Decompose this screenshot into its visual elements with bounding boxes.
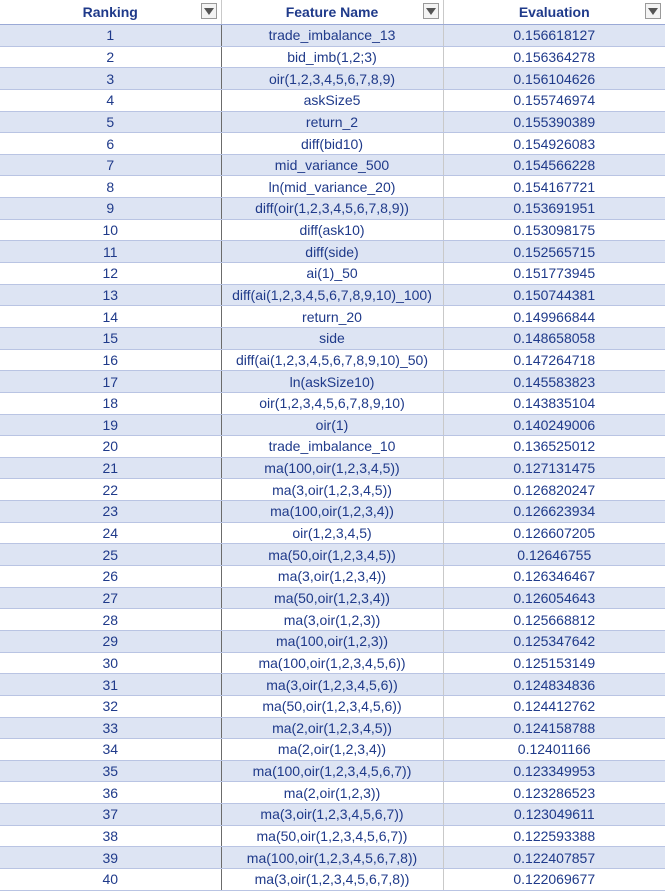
table-body <box>0 25 665 891</box>
feature-name-cell[interactable]: ma(2,oir(1,2,3)) <box>221 782 443 804</box>
feature-name-cell[interactable]: diff(ask10) <box>221 219 443 241</box>
evaluation-cell[interactable]: 0.145583823 <box>443 371 665 393</box>
table-row <box>0 825 665 847</box>
table-row <box>0 414 665 436</box>
evaluation-cell[interactable]: 0.154566228 <box>443 154 665 176</box>
table-row <box>0 154 665 176</box>
feature-name-cell[interactable]: bid_imb(1,2;3) <box>221 46 443 68</box>
feature-name-cell[interactable]: ma(50,oir(1,2,3,4,5)) <box>221 544 443 566</box>
feature-name-cell[interactable]: oir(1,2,3,4,5,6,7,8,9) <box>221 68 443 90</box>
ranking-cell[interactable]: 11 <box>0 241 221 263</box>
ranking-cell[interactable]: 22 <box>0 479 221 501</box>
feature-name-header-label: Feature Name <box>285 4 379 20</box>
feature-name-cell[interactable]: ma(100,oir(1,2,3,4,5,6,7,8)) <box>221 847 443 869</box>
table-row <box>0 89 665 111</box>
table-row <box>0 111 665 133</box>
table-row <box>0 587 665 609</box>
feature-name-cell[interactable]: diff(oir(1,2,3,4,5,6,7,8,9)) <box>221 198 443 220</box>
feature-name-cell[interactable]: return_2 <box>221 111 443 133</box>
ranking-cell[interactable]: 4 <box>0 89 221 111</box>
header-row <box>0 0 665 25</box>
evaluation-header <box>443 0 665 25</box>
ranking-cell[interactable]: 16 <box>0 349 221 371</box>
feature-name-cell[interactable]: ma(3,oir(1,2,3,4)) <box>221 566 443 588</box>
feature-name-filter-button[interactable] <box>423 3 439 19</box>
table-row <box>0 392 665 414</box>
feature-name-cell[interactable]: ma(3,oir(1,2,3,4,5,6,7,8)) <box>221 868 443 890</box>
table-row <box>0 804 665 826</box>
ranking-cell[interactable]: 39 <box>0 847 221 869</box>
ranking-cell[interactable]: 33 <box>0 717 221 739</box>
table-row <box>0 609 665 631</box>
feature-name-cell[interactable]: oir(1) <box>221 414 443 436</box>
table-row <box>0 436 665 458</box>
table-row <box>0 25 665 47</box>
evaluation-cell[interactable]: 0.155390389 <box>443 111 665 133</box>
ranking-cell[interactable]: 32 <box>0 695 221 717</box>
ranking-cell[interactable]: 13 <box>0 284 221 306</box>
feature-name-cell[interactable]: diff(ai(1,2,3,4,5,6,7,8,9,10)_50) <box>221 349 443 371</box>
ranking-cell[interactable]: 6 <box>0 133 221 155</box>
dropdown-arrow-icon <box>204 8 214 15</box>
feature-name-cell[interactable]: ma(100,oir(1,2,3,4,5,6)) <box>221 652 443 674</box>
table-row <box>0 46 665 68</box>
evaluation-cell[interactable]: 0.140249006 <box>443 414 665 436</box>
feature-name-cell[interactable]: trade_imbalance_13 <box>221 25 443 47</box>
ranking-cell[interactable]: 34 <box>0 739 221 761</box>
ranking-cell[interactable]: 19 <box>0 414 221 436</box>
evaluation-cell[interactable]: 0.123049611 <box>443 804 665 826</box>
evaluation-cell[interactable]: 0.124834836 <box>443 674 665 696</box>
evaluation-filter-button[interactable] <box>645 3 661 19</box>
feature-name-cell[interactable]: ma(100,oir(1,2,3,4,5)) <box>221 457 443 479</box>
ranking-cell[interactable]: 26 <box>0 566 221 588</box>
evaluation-cell[interactable]: 0.127131475 <box>443 457 665 479</box>
feature-name-cell[interactable]: trade_imbalance_10 <box>221 436 443 458</box>
table-row <box>0 176 665 198</box>
evaluation-cell[interactable]: 0.125668812 <box>443 609 665 631</box>
table-row <box>0 263 665 285</box>
evaluation-cell[interactable]: 0.126054643 <box>443 587 665 609</box>
table-row <box>0 241 665 263</box>
evaluation-cell[interactable]: 0.156104626 <box>443 68 665 90</box>
feature-name-cell[interactable]: ma(50,oir(1,2,3,4,5,6,7)) <box>221 825 443 847</box>
evaluation-cell[interactable]: 0.153691951 <box>443 198 665 220</box>
evaluation-cell[interactable]: 0.154167721 <box>443 176 665 198</box>
ranking-cell[interactable]: 29 <box>0 630 221 652</box>
ranking-cell[interactable]: 27 <box>0 587 221 609</box>
ranking-cell[interactable]: 20 <box>0 436 221 458</box>
feature-name-cell[interactable]: return_20 <box>221 306 443 328</box>
feature-name-cell[interactable]: askSize5 <box>221 89 443 111</box>
evaluation-cell[interactable]: 0.123349953 <box>443 760 665 782</box>
ranking-cell[interactable]: 25 <box>0 544 221 566</box>
evaluation-cell[interactable]: 0.124412762 <box>443 695 665 717</box>
table-row <box>0 566 665 588</box>
ranking-cell[interactable]: 1 <box>0 25 221 47</box>
ranking-cell[interactable]: 9 <box>0 198 221 220</box>
table-row <box>0 717 665 739</box>
ranking-cell[interactable]: 15 <box>0 327 221 349</box>
table-row <box>0 284 665 306</box>
feature-name-cell[interactable]: oir(1,2,3,4,5,6,7,8,9,10) <box>221 392 443 414</box>
feature-name-cell[interactable]: mid_variance_500 <box>221 154 443 176</box>
feature-name-cell[interactable]: side <box>221 327 443 349</box>
feature-name-cell[interactable]: ln(mid_variance_20) <box>221 176 443 198</box>
evaluation-cell[interactable]: 0.151773945 <box>443 263 665 285</box>
evaluation-cell[interactable]: 0.126623934 <box>443 501 665 523</box>
ranking-cell[interactable]: 7 <box>0 154 221 176</box>
evaluation-cell[interactable]: 0.126820247 <box>443 479 665 501</box>
table-row <box>0 695 665 717</box>
ranking-cell[interactable]: 5 <box>0 111 221 133</box>
evaluation-cell[interactable]: 0.122407857 <box>443 847 665 869</box>
feature-name-cell[interactable]: diff(bid10) <box>221 133 443 155</box>
evaluation-cell[interactable]: 0.156364278 <box>443 46 665 68</box>
table-row <box>0 371 665 393</box>
table-row <box>0 479 665 501</box>
ranking-cell[interactable]: 24 <box>0 522 221 544</box>
ranking-cell[interactable]: 18 <box>0 392 221 414</box>
evaluation-cell[interactable]: 0.153098175 <box>443 219 665 241</box>
feature-name-cell[interactable]: ma(50,oir(1,2,3,4)) <box>221 587 443 609</box>
table-row <box>0 68 665 90</box>
evaluation-header-label: Evaluation <box>518 4 590 20</box>
ranking-cell[interactable]: 17 <box>0 371 221 393</box>
evaluation-cell[interactable]: 0.122593388 <box>443 825 665 847</box>
evaluation-cell[interactable]: 0.126607205 <box>443 522 665 544</box>
table-row <box>0 219 665 241</box>
evaluation-cell[interactable]: 0.125153149 <box>443 652 665 674</box>
evaluation-cell[interactable]: 0.147264718 <box>443 349 665 371</box>
table-row <box>0 198 665 220</box>
dropdown-arrow-icon <box>648 8 658 15</box>
table-row <box>0 868 665 890</box>
feature-name-cell[interactable]: diff(side) <box>221 241 443 263</box>
table-row <box>0 847 665 869</box>
table-row <box>0 630 665 652</box>
evaluation-cell[interactable]: 0.122069677 <box>443 868 665 890</box>
ranking-header-label: Ranking <box>82 4 138 20</box>
table-row <box>0 760 665 782</box>
ranking-cell[interactable]: 8 <box>0 176 221 198</box>
evaluation-cell[interactable]: 0.143835104 <box>443 392 665 414</box>
ranking-filter-button[interactable] <box>201 3 217 19</box>
dropdown-arrow-icon <box>426 8 436 15</box>
evaluation-cell[interactable]: 0.152565715 <box>443 241 665 263</box>
evaluation-cell[interactable]: 0.150744381 <box>443 284 665 306</box>
table-row <box>0 522 665 544</box>
evaluation-cell[interactable]: 0.136525012 <box>443 436 665 458</box>
ranking-header <box>0 0 221 25</box>
ranking-cell[interactable]: 38 <box>0 825 221 847</box>
table-row <box>0 133 665 155</box>
table-row <box>0 327 665 349</box>
table-row <box>0 349 665 371</box>
ranking-cell[interactable]: 2 <box>0 46 221 68</box>
ranking-cell[interactable]: 12 <box>0 263 221 285</box>
evaluation-cell[interactable]: 0.156618127 <box>443 25 665 47</box>
table-row <box>0 782 665 804</box>
evaluation-cell[interactable]: 0.126346467 <box>443 566 665 588</box>
evaluation-cell[interactable]: 0.12646755 <box>443 544 665 566</box>
ranking-cell[interactable]: 31 <box>0 674 221 696</box>
table-row <box>0 457 665 479</box>
ranking-cell[interactable]: 3 <box>0 68 221 90</box>
evaluation-cell[interactable]: 0.149966844 <box>443 306 665 328</box>
table-row <box>0 674 665 696</box>
feature-name-cell[interactable]: diff(ai(1,2,3,4,5,6,7,8,9,10)_100) <box>221 284 443 306</box>
evaluation-cell[interactable]: 0.155746974 <box>443 89 665 111</box>
evaluation-cell[interactable]: 0.123286523 <box>443 782 665 804</box>
feature-name-cell[interactable]: ma(50,oir(1,2,3,4,5,6)) <box>221 695 443 717</box>
evaluation-cell[interactable]: 0.12401166 <box>443 739 665 761</box>
ranking-cell[interactable]: 36 <box>0 782 221 804</box>
ranking-cell[interactable]: 40 <box>0 868 221 890</box>
evaluation-cell[interactable]: 0.125347642 <box>443 630 665 652</box>
feature-name-cell[interactable]: ln(askSize10) <box>221 371 443 393</box>
feature-name-cell[interactable]: ma(100,oir(1,2,3,4,5,6,7)) <box>221 760 443 782</box>
table-row <box>0 501 665 523</box>
table-row <box>0 306 665 328</box>
evaluation-cell[interactable]: 0.154926083 <box>443 133 665 155</box>
feature-name-header <box>221 0 443 25</box>
ranking-cell[interactable]: 37 <box>0 804 221 826</box>
table-row <box>0 739 665 761</box>
feature-name-cell[interactable]: ma(100,oir(1,2,3)) <box>221 630 443 652</box>
ranking-cell[interactable]: 35 <box>0 760 221 782</box>
ranking-cell[interactable]: 21 <box>0 457 221 479</box>
ranking-cell[interactable]: 14 <box>0 306 221 328</box>
evaluation-cell[interactable]: 0.124158788 <box>443 717 665 739</box>
feature-name-cell[interactable]: ai(1)_50 <box>221 263 443 285</box>
ranking-cell[interactable]: 10 <box>0 219 221 241</box>
feature-name-cell[interactable]: ma(100,oir(1,2,3,4)) <box>221 501 443 523</box>
evaluation-cell[interactable]: 0.148658058 <box>443 327 665 349</box>
feature-name-cell[interactable]: ma(3,oir(1,2,3,4,5,6)) <box>221 674 443 696</box>
feature-name-cell[interactable]: ma(2,oir(1,2,3,4,5)) <box>221 717 443 739</box>
table-row <box>0 544 665 566</box>
feature-name-cell[interactable]: ma(3,oir(1,2,3,4,5)) <box>221 479 443 501</box>
table-row <box>0 652 665 674</box>
feature-name-cell[interactable]: ma(3,oir(1,2,3)) <box>221 609 443 631</box>
ranking-cell[interactable]: 30 <box>0 652 221 674</box>
ranking-cell[interactable]: 28 <box>0 609 221 631</box>
ranking-cell[interactable]: 23 <box>0 501 221 523</box>
feature-name-cell[interactable]: ma(3,oir(1,2,3,4,5,6,7)) <box>221 804 443 826</box>
feature-name-cell[interactable]: oir(1,2,3,4,5) <box>221 522 443 544</box>
feature-name-cell[interactable]: ma(2,oir(1,2,3,4)) <box>221 739 443 761</box>
